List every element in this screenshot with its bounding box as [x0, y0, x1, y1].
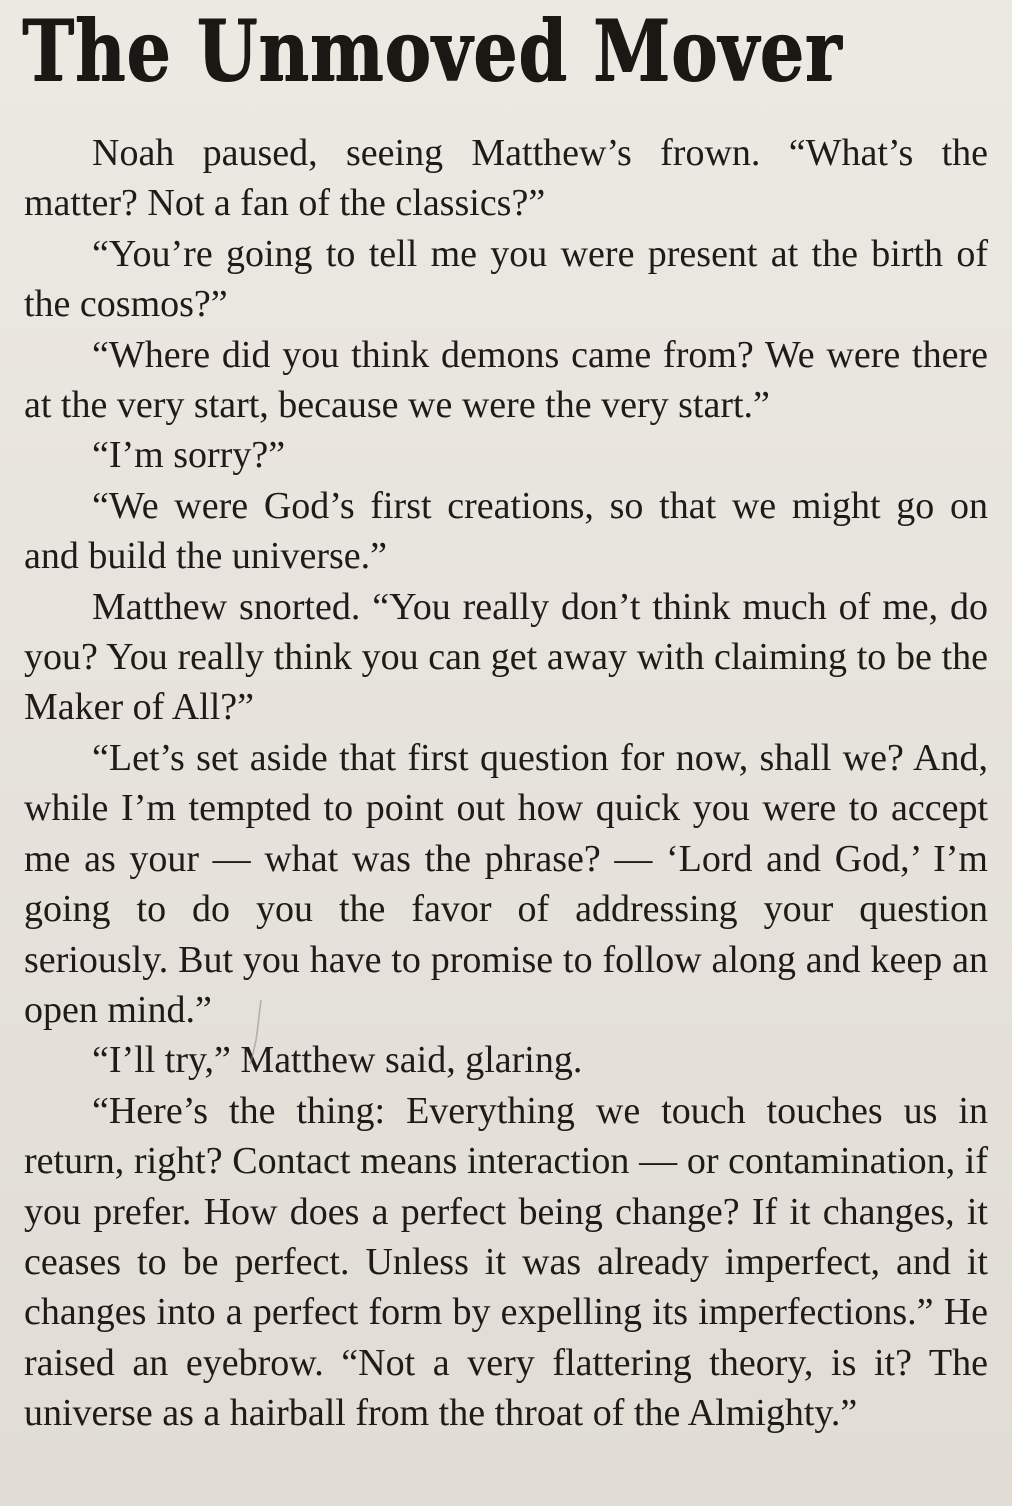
paragraph-6: Matthew snorted. “You really don’t think much of me, do you? You really think you can get away with claiming to be the Maker of All?” — [24, 585, 988, 729]
pencil-mark — [248, 998, 264, 1066]
paragraph-9: “Here’s the thing: Everything we touch touches us in return, right? Contact means interaction — or contamination, if you prefer. How does a perfect being change? If it changes, it ceases to be perfect. Unless it was already imperfect, and it changes into a perfect form by expelling its imperfections.” He raised an eyebrow. “Not a very flattering theory, is it? The universe as a hairball from the throat of the Almighty.” — [24, 1089, 988, 1435]
chapter-body — [24, 128, 988, 1439]
paragraph-4: “I’m sorry?” — [92, 434, 286, 477]
paragraph-3: “Where did you think demons came from? We were there at the very start, because we were the very start.” — [24, 333, 988, 427]
paragraph-2: “You’re going to tell me you were present at the birth of the cosmos?” — [24, 232, 988, 326]
chapter-title: The Unmoved Mover — [22, 1, 843, 100]
paragraph-8: “I’ll try,” Matthew said, glaring. — [92, 1039, 583, 1082]
paragraph-7: “Let’s set aside that first question for now, shall we? And, while I’m tempted to point out how quick you were to accept me as your — what was the phrase? — ‘Lord and God,’ I’m going to do you the favor of addressing your question seriously. But you have to promise to follow along and keep an open mind.” — [24, 736, 988, 1031]
paragraph-1: Noah paused, seeing Matthew’s frown. “What’s the matter? Not a fan of the classics?” — [24, 132, 988, 225]
paragraph-5: “We were God’s first creations, so that we might go on and build the universe.” — [24, 484, 988, 578]
